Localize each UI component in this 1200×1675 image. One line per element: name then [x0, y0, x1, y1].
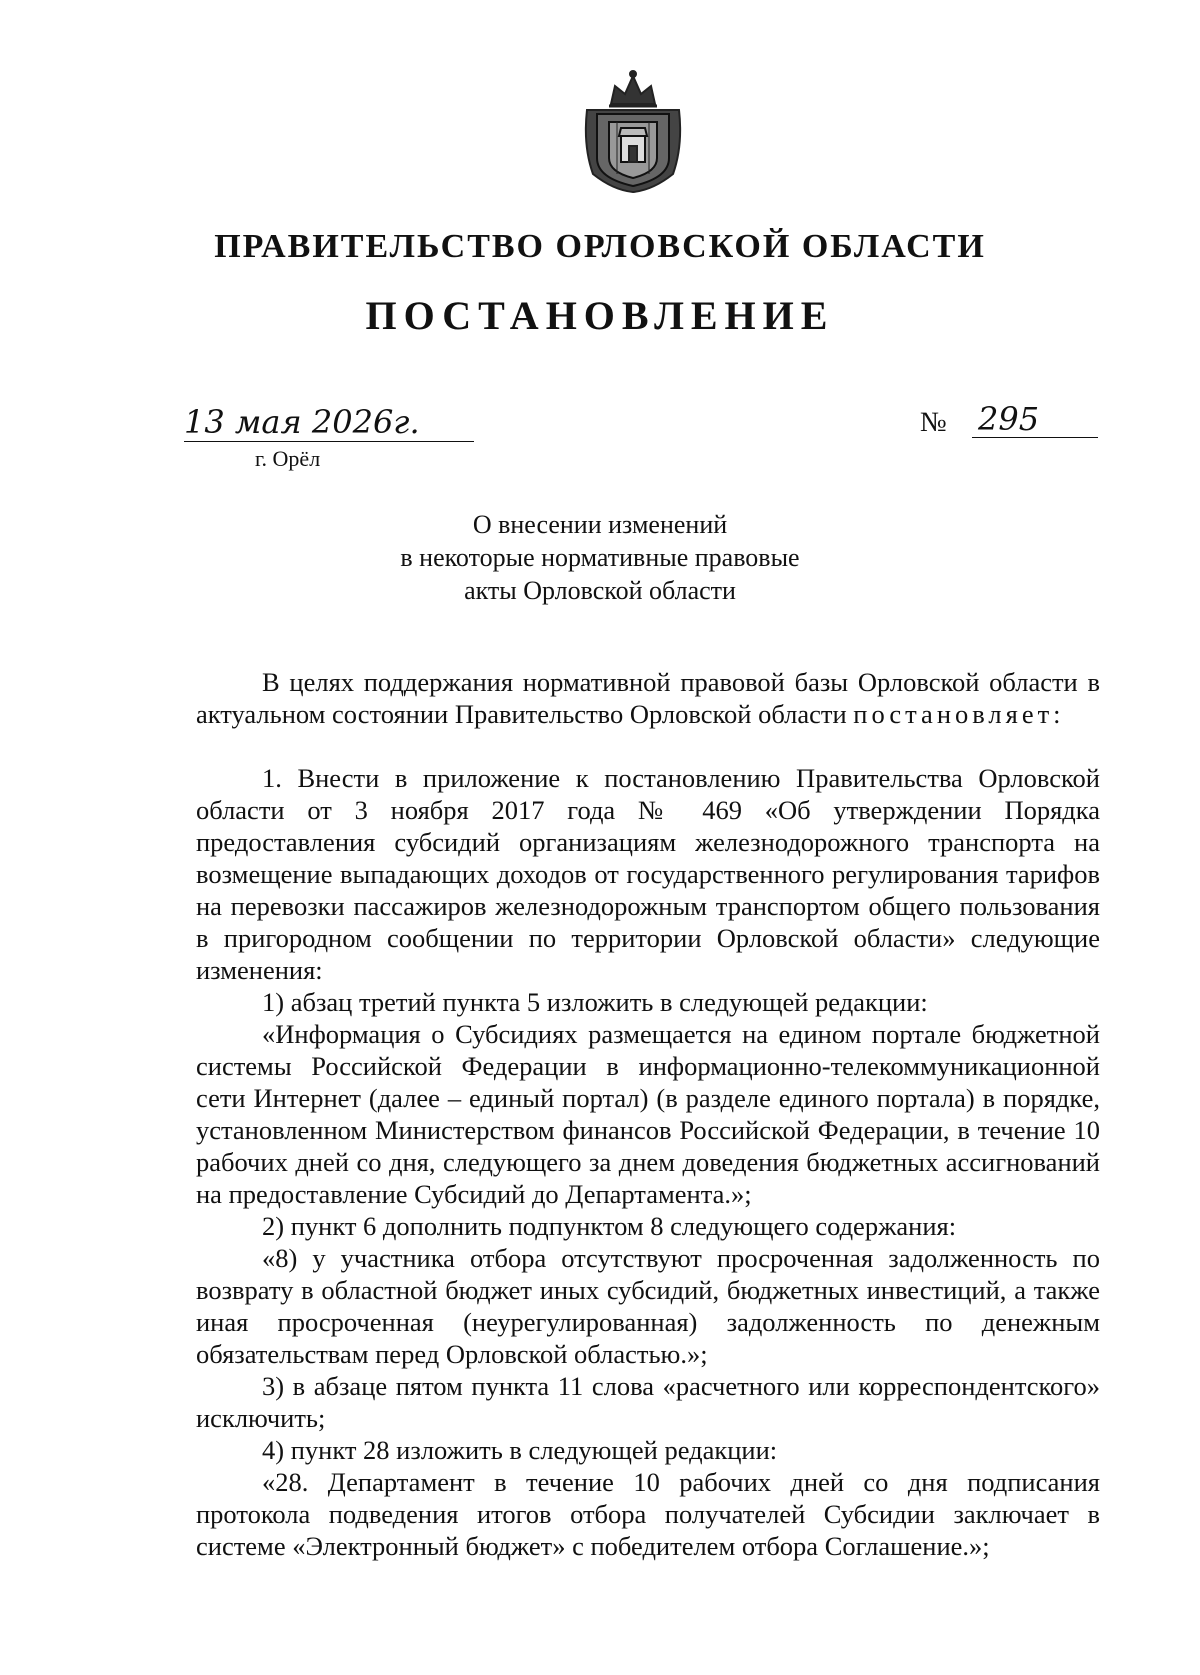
document-subject: [0, 508, 1200, 607]
subject-line: акты Орловской области: [464, 576, 736, 605]
document-number-block: [920, 400, 1100, 440]
preamble-text: В целях поддержания нормативной правовой базы Орловской области в актуальном состоянии Правительство Орловской области: [196, 667, 1100, 729]
paragraph: «8) у участника отбора отсутствуют просроченная задолженность по возврату в областной бюджет иных субсидий, бюджетных инвестиций, а также иная просроченная (неурегулированная) задолженность по денежным обязательствам перед Орловской областью.»;: [196, 1243, 1100, 1369]
paragraph: 3) в абзаце пятом пункта 11 слова «расчетного или корреспондентского» исключить;: [196, 1371, 1100, 1433]
document-date: 13 мая 2026г.: [184, 403, 474, 442]
document-number: 295: [972, 400, 1098, 438]
subject-line: О внесении изменений: [472, 510, 728, 539]
paragraph: 1) абзац третий пункта 5 изложить в следующей редакции:: [262, 987, 928, 1017]
organization-title: ПРАВИТЕЛЬСТВО ОРЛОВСКОЙ ОБЛАСТИ: [214, 228, 986, 265]
document-city: г. Орёл: [255, 446, 321, 471]
paragraph: «28. Департамент в течение 10 рабочих дней со дня подписания протокола подведения итогов отбора получателей Субсидии заключает в системе «Электронный бюджет» с победителем отбора Соглашение.»;: [196, 1467, 1100, 1561]
paragraph: 4) пункт 28 изложить в следующей редакции:: [262, 1435, 778, 1465]
subject-line: в некоторые нормативные правовые: [400, 543, 800, 572]
preamble-verb: постановляет:: [853, 699, 1065, 729]
document-type: ПОСТАНОВЛЕНИЕ: [365, 293, 835, 338]
paragraph: 1. Внести в приложение к постановлению Правительства Орловской области от 3 ноября 2017 года № 469 «Об утверждении Порядка предоставления субсидий организациям железнодорожного транспорта на возмещение выпадающих доходов от государственного регулирования тарифов на перевозки пассажиров железнодорожным транспортом общего пользования в пригородном сообщении по территории Орловской области» следующие изменения:: [196, 763, 1100, 985]
preamble-paragraph: [196, 666, 1100, 730]
coat-of-arms-icon: [573, 66, 693, 196]
paragraph: 2) пункт 6 дополнить подпунктом 8 следующего содержания:: [262, 1211, 957, 1241]
document-body: [196, 666, 1100, 1562]
paragraph: «Информация о Субсидиях размещается на едином портале бюджетной системы Российской Федерации в информационно-телекоммуникационной сети Интернет (далее – единый портал) (в разделе единого портала) в порядке, установленном Министерством финансов Российской Федерации, в течение 10 рабочих дней со дня, следующего за днем доведения бюджетных ассигнований на предоставление Субсидий до Департамента.»;: [196, 1019, 1100, 1209]
number-label: №: [920, 407, 947, 438]
